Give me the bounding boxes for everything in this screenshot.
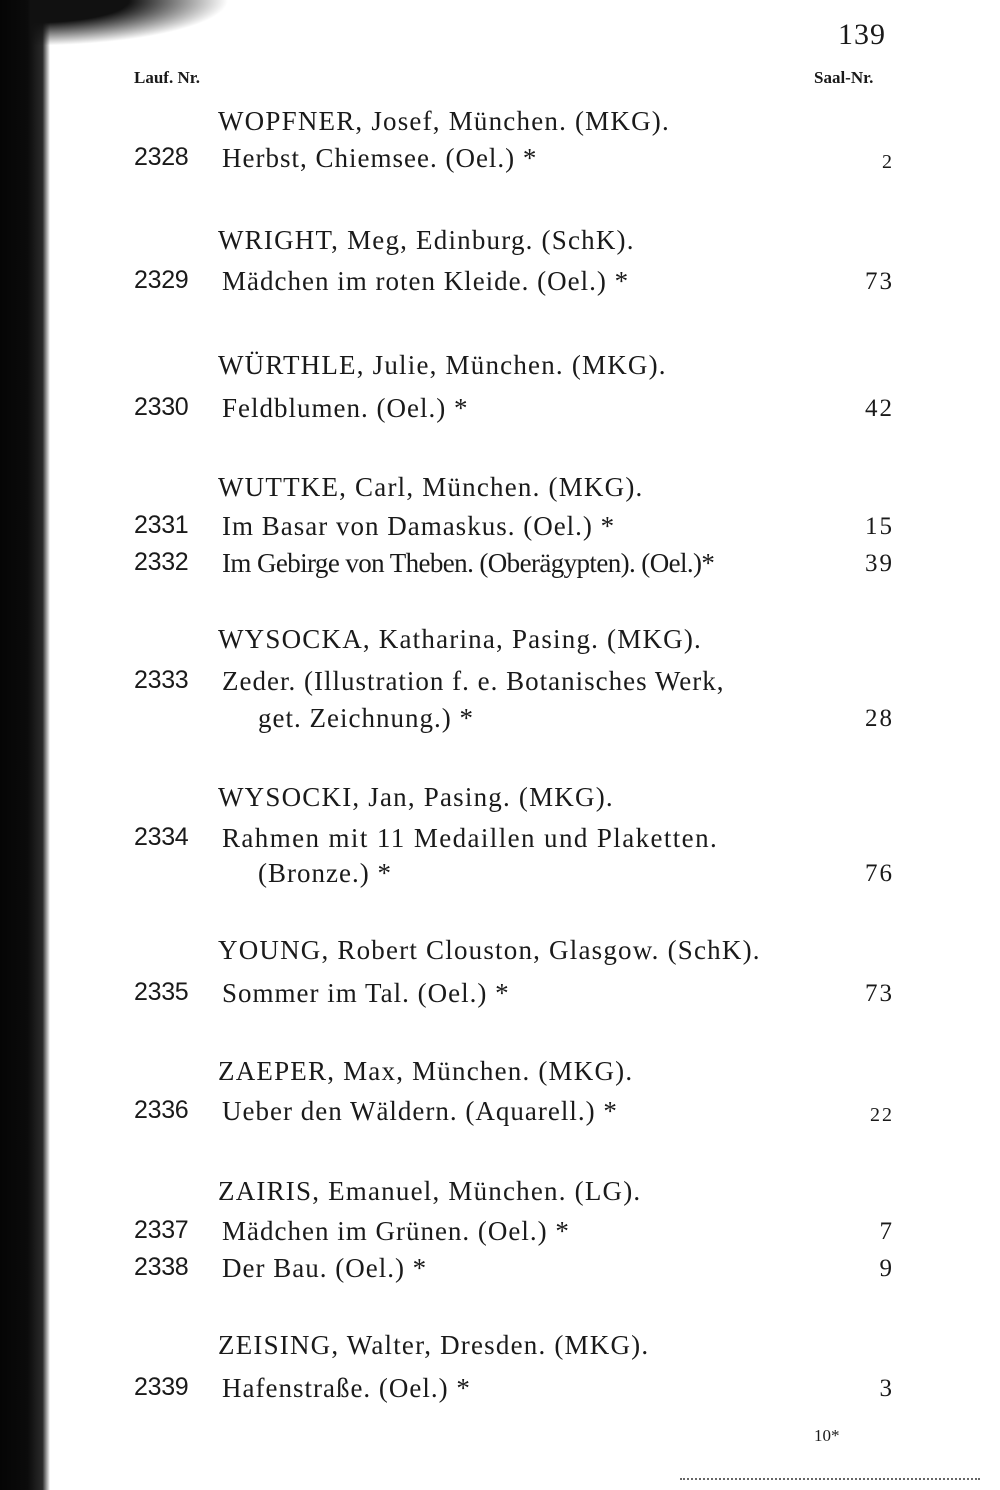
catalog-entry [134,978,894,1014]
saal-number: 22 [870,1104,894,1126]
work-title: Zeder. (Illustration f. e. Botanisches Werk, [222,666,725,696]
artist-heading: ZAEPER, Max, München. (MKG). [218,1056,634,1086]
work-title-continuation: (Bronze.) * [258,858,392,888]
lauf-number: 2334 [134,823,189,851]
saal-number: 28 [865,705,894,732]
saal-number: 39 [865,550,894,577]
artist-heading: WOPFNER, Josef, München. (MKG). [218,106,670,136]
artist-heading: WRIGHT, Meg, Edinburg. (SchK). [218,225,635,255]
work-title: Ueber den Wäldern. (Aquarell.) * [222,1096,618,1126]
header-lauf-nr: Lauf. Nr. [134,68,200,87]
catalog-entry [134,1253,894,1289]
saal-number: 42 [865,395,894,422]
lauf-number: 2331 [134,511,189,539]
work-title: Im Basar von Damaskus. (Oel.) * [222,511,616,541]
catalog-entry [134,548,894,584]
lauf-number: 2335 [134,978,189,1006]
lauf-number: 2338 [134,1253,189,1281]
catalog-entry [134,266,894,302]
artist-heading: ZAIRIS, Emanuel, München. (LG). [218,1176,642,1206]
work-title: Der Bau. (Oel.) * [222,1253,428,1283]
saal-number: 15 [865,513,894,540]
catalog-entry [134,143,894,179]
work-title: Sommer im Tal. (Oel.) * [222,978,510,1008]
work-title: Hafenstraße. (Oel.) * [222,1373,471,1403]
lauf-number: 2328 [134,143,189,171]
artist-heading: WYSOCKA, Katharina, Pasing. (MKG). [218,624,702,654]
printer-signature-mark: 10* [814,1426,840,1445]
lauf-number: 2337 [134,1216,189,1244]
lauf-number: 2339 [134,1373,189,1401]
artist-heading: WYSOCKI, Jan, Pasing. (MKG). [218,782,614,812]
catalog-entry-saal [134,858,894,894]
catalog-entry-saal [134,703,894,739]
catalog-entry [134,666,894,702]
header-saal-nr: Saal-Nr. [814,68,874,87]
work-title: Feldblumen. (Oel.) * [222,393,469,423]
work-title-continuation: get. Zeichnung.) * [258,703,474,733]
work-title: Mädchen im Grünen. (Oel.) * [222,1216,570,1246]
lauf-number: 2336 [134,1096,189,1124]
lauf-number: 2329 [134,266,189,294]
book-spine-shadow [0,0,50,1490]
work-title: Mädchen im roten Kleide. (Oel.) * [222,266,630,296]
catalog-entry [134,1373,894,1409]
catalog-entry [134,393,894,429]
work-title: Im Gebirge von Theben. (Oberägypten). (Oel.)* [222,548,715,578]
artist-heading: WUTTKE, Carl, München. (MKG). [218,472,644,502]
work-title: Rahmen mit 11 Medaillen und Plaketten. [222,823,719,853]
catalog-entry [134,823,894,859]
saal-number: 3 [879,1375,894,1402]
lauf-number: 2330 [134,393,189,421]
work-title: Herbst, Chiemsee. (Oel.) * [222,143,538,173]
artist-heading: WÜRTHLE, Julie, München. (MKG). [218,350,667,380]
saal-number: 73 [865,268,894,295]
saal-number: 2 [882,151,894,173]
catalog-entry [134,511,894,547]
catalog-entry [134,1096,894,1132]
saal-number: 76 [865,860,894,887]
lauf-number: 2333 [134,666,189,694]
artist-heading: ZEISING, Walter, Dresden. (MKG). [218,1330,650,1360]
artist-heading: YOUNG, Robert Clouston, Glasgow. (SchK). [218,935,761,965]
saal-number: 9 [879,1255,894,1282]
saal-number: 73 [865,980,894,1007]
scan-specks [680,1478,980,1482]
page-number: 139 [838,18,886,51]
catalog-entry [134,1216,894,1252]
lauf-number: 2332 [134,548,189,576]
saal-number: 7 [879,1218,894,1245]
spine-corner-shadow [30,0,230,46]
